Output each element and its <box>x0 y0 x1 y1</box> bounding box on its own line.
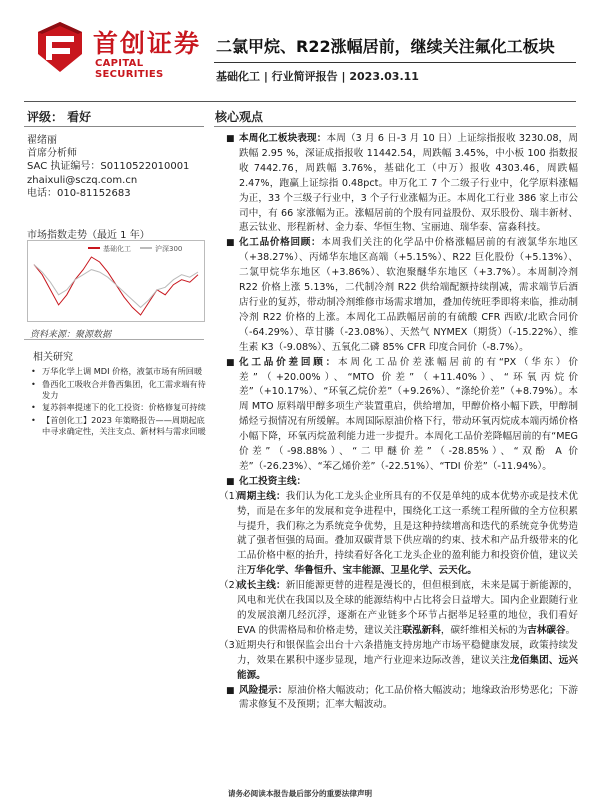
sub-stocks: 万华化学、华鲁恒升、宝丰能源、卫星化学、云天化。 <box>246 565 477 577</box>
market-index-chart <box>27 240 205 322</box>
related-research-list <box>28 366 206 439</box>
chart-title: 市场指数走势（最近 1 年） <box>27 230 150 241</box>
analyst-role: 首席分析师 <box>27 148 77 160</box>
brand-name-en: CAPITAL SECURITIES <box>95 58 164 80</box>
core-view-body <box>215 132 578 713</box>
para-risk <box>215 684 578 714</box>
para-heading: 化工品价差回顾： <box>239 356 338 368</box>
sub-cycle-line <box>215 490 578 579</box>
sub-growth-line <box>215 579 578 639</box>
sub-text: 新旧能源更替的进程是漫长的，但但根到底，未来是属于新能源的，风电和光伏在我国以及全球的能源结构中占比将会日益增大。国内企业跟随行业的发展浪潮几经沉浮，逐渐在产业链多个环节占据举足轻重的地位，我们看好 EVA 的供需格局和价格走势，建议关注 <box>237 580 579 636</box>
para-text: 原油价格大幅波动；化工品价格大幅波动；地缘政治形势恶化；下游需求修复不及预期；汇率大幅波动。 <box>239 684 579 711</box>
bullet-icon: ■ <box>226 238 235 249</box>
sub-stock: 联泓新科 <box>402 624 441 636</box>
legend-label: 基础化工 <box>103 245 131 253</box>
series-line <box>34 265 198 308</box>
related-item[interactable]: • 复苏斜率提速下的化工投资：价格修复可持续 <box>28 402 206 413</box>
sub-number: （3） <box>219 639 245 651</box>
rating-divider <box>24 126 204 127</box>
related-item[interactable]: • 万华化学上调 MDI 价格，液氯市场有所回暖 <box>28 366 206 377</box>
brand-logo <box>33 20 208 78</box>
sub-text-end: 。 <box>565 624 576 636</box>
sub-number: （1） <box>219 490 245 502</box>
analyst-name: 翟绪丽 <box>27 135 57 146</box>
core-divider <box>214 126 576 127</box>
analyst-info <box>27 134 189 200</box>
para-heading: 本周化工板块表现： <box>239 133 327 144</box>
brand-name-cn: 首创证券 <box>93 29 202 58</box>
related-item[interactable]: • 【首创化工】2023 年策略报告——周期起底中寻求确定性，关注支点、新材料与需求回暖 <box>28 415 206 437</box>
sub-number: （2） <box>219 580 245 592</box>
para-text: 本周我们关注的化学品中价格涨幅居前的有液氯华东地区（+38.27%）、丙烯华东地区高端（+5.15%）、R22 巨化股份（+5.13%）、二氯甲烷华东地区（+3.86%）、软泡聚醚华东地区（+3.7%）。本周制冷剂 R22 价格上涨 5.13%，二代制冷剂 R22 供给端配额持续削减，需求端节后酒店行业的复苏，带动制冷剂维修市场需求增加，叠加传统旺季即将来临，推动制冷剂 R22 价格的上涨。本周化工品跌幅居前的有硫酸 CFR 西欧/北欧合同价（-64.29%）、草甘膦（-23.08%）、天然气 NYMEX（期货）（-15.22%）、维生素 K3（-9.08%）、五氧化二磷 85% CFR 印度合同价（-8.7%）。 <box>239 237 579 353</box>
para-spread-review <box>215 356 578 475</box>
series-line <box>34 257 198 315</box>
analyst-email[interactable]: zhaixuli@sczq.com.cn <box>27 174 138 186</box>
sub-heading: 周期主线： <box>237 490 286 502</box>
report-subtitle: 基础化工 | 行业简评报告 | 2023.03.11 <box>216 70 419 83</box>
para-price-review <box>215 236 578 355</box>
sub-heading: 成长主线： <box>237 580 286 592</box>
bullet-icon: ■ <box>226 357 235 368</box>
related-research-heading: 相关研究 <box>33 352 73 363</box>
sub-text: 近期央行和银保监会出台十六条措施支持房地产市场平稳健康发展，政策持续发力，效果在累积中逐步显现，地产行业迎来边际改善，建议关注 <box>237 639 578 666</box>
bullet-icon: ■ <box>226 134 235 144</box>
para-heading: 化工品价格回顾： <box>239 237 322 249</box>
legend-label: 沪深300 <box>155 245 183 253</box>
para-investment-lines <box>215 475 578 490</box>
bullet-icon: ■ <box>226 476 235 487</box>
chart-source: 资料来源：聚源数据 <box>30 330 112 340</box>
footer-disclaimer: 请务必阅读本报告最后部分的重要法律声明 <box>227 789 373 798</box>
analyst-phone: 电话：010-81152683 <box>27 187 131 199</box>
sub-stocks: 龙佰集团、远兴能源。 <box>237 654 578 681</box>
sub-stock: 吉林碳谷 <box>527 624 566 636</box>
capital-securities-logo-icon <box>33 20 87 74</box>
chart-svg <box>28 241 204 321</box>
title-divider <box>214 62 576 63</box>
para-heading: 化工投资主线： <box>239 475 307 487</box>
sub-property-line <box>215 639 578 684</box>
para-text: 本周化工品价差涨幅居前的有“PX（华东）价差”（+20.00%）、“MTO 价差”（+11.40%）、“环氧丙烷价差”（+10.17%）、“环氧乙烷价差”（+9.26%）、“涤纶价差”（+8.79%）。本周 MTO 原料端甲醇多项生产装置重启，供给增加，甲醇价格小幅下跌，甲醇制烯烃亏损情况有所缓解。本周国际原油价格下行，带动环氧丙烷成本端丙烯价格小幅下降，环氧丙烷盈利能力进一步提升。本周化工品价差降幅居前的有“MEG 价差”（-98.88%）、“二甲醚价差”（-28.85%）、“双酚 A 价差”（-26.23%）、“苯乙烯价差”（-22.51%）、“TDI 价差”（-11.94%）。 <box>239 356 579 472</box>
sub-text: 我们认为化工龙头企业所具有的不仅是单纯的成本优势亦或是技术优势，而是在多年的发展和竞争进程中，围绕化工这一系统工程所做的全方位积累与提升，我们称之为系统竞争优势，且是这种持续增高和迭代的系统竞争优势造就了强者恒强的局面。叠加双碳背景下供应端的约束、技术和产品升级带来的化工品价格中枢的抬升，持续看好各化工龙头企业的盈利能力和投资价值，建议关注 <box>237 490 579 577</box>
analyst-sac: SAC 执证编号：S0110522010001 <box>27 161 190 173</box>
related-item[interactable]: • 鲁西化工吸收合并鲁西集团，化工需求端有待发力 <box>28 379 206 401</box>
para-heading: 风险提示： <box>239 684 288 696</box>
core-view-heading: 核心观点 <box>215 110 264 124</box>
chart-divider <box>24 339 204 340</box>
para-sector-performance <box>215 132 578 236</box>
rating-label: 评级： 看好 <box>27 110 92 124</box>
bullet-icon: ■ <box>226 685 235 696</box>
sub-text-mid: ，碳纤维相关标的为 <box>440 624 528 636</box>
report-title: 二氯甲烷、R22涨幅居前，继续关注氟化工板块 <box>216 37 555 56</box>
para-text: 本周（3 月 6 日-3 月 10 日）上证综指报收 3230.08，周跌幅 2.95 %，深证成指报收 11442.54，周跌幅 3.45%，中小板 100 指数报收 7442.76，周跌幅 3.76%，基础化工（中万）报收 4303.46，周跌幅 2.47%，跑赢上证综指 0.48pct。申万化工 7 个二级子行业中，化学原料涨幅为正，33 个三级子行业中，3 个子行业涨幅为正。本周化工行业 386 家上市公司中，有 66 家涨幅为正。涨幅居前的个股有同益股份、双乐股份、瑞丰新材、惠云钛业、形程新材、金力泰、华恒生物、宝丽迪、瑞华泰、富淼科技。 <box>239 133 578 234</box>
header-divider <box>24 101 576 102</box>
